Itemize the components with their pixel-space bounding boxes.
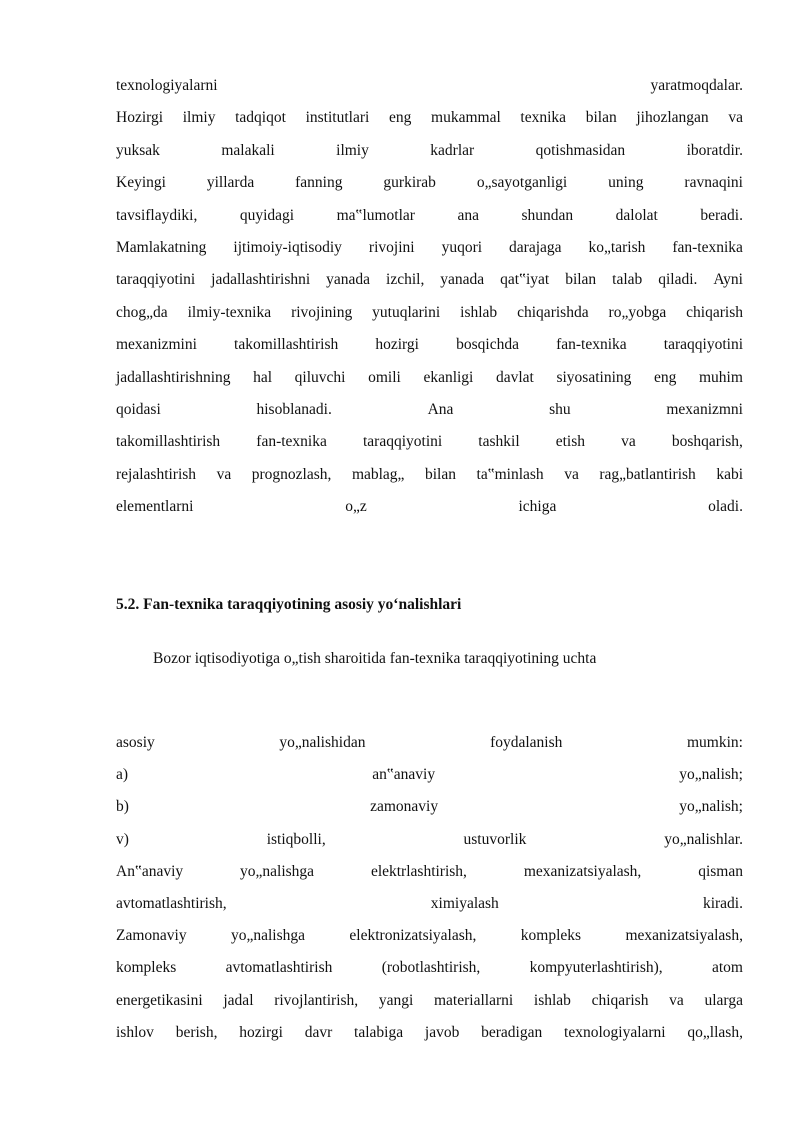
word: hisoblanadi. [256,401,332,418]
word: atom [711,959,743,977]
text-line [116,270,743,290]
word: texnika [520,109,567,127]
word: bilan [565,271,597,289]
word: asosiy [116,734,155,751]
text-line [116,465,743,485]
word: An‟anaviy [116,862,184,880]
word: taraqqiyotini [663,336,743,354]
word: va [564,465,579,483]
word: kadrlar [430,141,475,159]
word: ishlov [116,1023,154,1041]
word: qat‟iyat [500,271,550,289]
text-line [116,141,743,161]
word: qisman [698,862,743,880]
word: beradi. [700,206,743,224]
word: quyidagi [239,206,295,224]
word: energetikasini [116,991,203,1009]
word: ro„yobga [608,303,667,321]
word: Hozirgi [116,109,164,127]
text-line [116,894,743,914]
word: chog„da [116,303,168,321]
word: taraqqiyotini [362,433,443,451]
word: muhim [699,368,743,386]
word: zamonaviy [370,798,439,816]
word: yo„nalish; [679,798,743,816]
word: ilmiy [182,109,216,127]
word: ta‟minlash [476,465,544,483]
word: ichiga [518,498,557,516]
word: o„z [345,498,367,516]
word: kiradi. [702,895,743,912]
word: Ayni [713,271,743,289]
word: iboratdir. [686,141,743,159]
word: institutlari [305,109,370,127]
word: materiallarni [434,991,514,1009]
word: yo„nalishlar. [664,830,743,848]
word: mexanizatsiyalash, [523,862,642,880]
word: ko„tarish [588,239,646,256]
word: talab [612,271,643,289]
word: eng [654,368,677,386]
word: prognozlash, [251,465,332,483]
word: mexanizmini [116,336,197,354]
word: fanning [295,174,343,192]
word: takomillashtirish [116,433,221,451]
text-line [116,206,743,226]
word: elementlarni [116,498,194,516]
word: v) [116,830,129,848]
word: rivojining [291,303,353,321]
text-line [116,1023,743,1043]
word: ularga [704,991,743,1009]
word: malakali [221,141,275,159]
word: ishlab [460,303,498,321]
word: va [728,109,743,127]
word: fan-texnika [556,336,627,354]
word: yo„nalishga [240,862,315,880]
word: izchil, [386,271,425,289]
word: fan-texnika [256,433,327,451]
word: kompyuterlashtirish), [529,959,663,977]
word: mablag„ [351,465,405,483]
text-line [116,335,743,355]
word: jadallashtirishni [211,271,311,289]
word: kompleks [520,927,582,945]
word: istiqbolli, [266,830,326,848]
word: mumkin: [687,734,743,751]
word: elektrlashtirish, [370,862,467,880]
word: (robotlashtirish, [381,959,481,977]
word: gurkirab [383,174,436,192]
word: qotishmasidan [535,141,626,159]
word: qiluvchi [294,368,346,386]
word: takomillashtirish [234,336,339,354]
word: rag„batlantirish [599,465,696,483]
word: rivojlantirish, [274,991,359,1009]
word: taraqqiyotini [116,271,196,289]
word: ekanligi [423,368,474,386]
text-line [116,303,743,323]
word: tavsiflaydiki, [116,206,198,224]
word: jadallashtirishning [116,368,231,386]
word: va [669,991,684,1009]
word: ishlab [533,991,571,1009]
word: ximiyalash [430,895,499,912]
word: ravnaqini [684,174,743,192]
word: talabiga [354,1023,404,1041]
text-line [116,926,743,946]
word: oladi. [708,498,743,516]
word: yillarda [206,174,255,192]
word: ijtimoiy-iqtisodiy [233,239,342,256]
word: yo„nalishga [230,927,306,945]
word: chiqarishda [517,303,589,321]
word: hozirgi [239,1023,283,1041]
word: qoidasi [116,401,161,418]
word: rivojini [368,239,415,256]
text-line [116,368,743,388]
word: yanada [440,271,485,289]
word: yanada [326,271,371,289]
word: yo„nalish; [679,766,743,784]
word: chiqarish [686,303,743,321]
word: o„sayotganligi [476,174,568,192]
word: yuqori [441,239,483,256]
word: yo„nalishidan [279,734,366,751]
word: jadal [223,991,254,1009]
word: darajaga [509,239,562,256]
text-line [116,991,743,1011]
word: berish, [175,1023,218,1041]
word: Zamonaviy [116,927,187,945]
text-line [116,400,743,420]
word: yangi [378,991,414,1009]
word: b) [116,798,129,816]
word: tadqiqot [235,109,286,127]
word: hal [253,368,273,386]
text-line [116,830,743,850]
text-line [116,173,743,193]
text-line [116,765,743,785]
word: kompleks [116,959,177,977]
word: shu [549,401,571,418]
word: shundan [521,206,574,224]
word: an‟anaviy [372,766,436,784]
word: foydalanish [490,734,563,751]
word: eng [388,109,412,127]
word: mexanizatsiyalash, [625,927,743,945]
word: davr [304,1023,333,1041]
word: avtomatlashtirish, [116,895,227,912]
text-line [116,862,743,882]
word: yutuqlarini [372,303,441,321]
text-line [116,432,743,452]
word: davlat [495,368,534,386]
text-line [116,958,743,978]
word: texnologiyalarni [564,1023,666,1041]
word: Ana [427,401,454,418]
word: a) [116,766,129,784]
text-line [116,76,743,96]
word: uning [608,174,644,192]
text-line [116,497,743,517]
word: boshqarish, [671,433,743,451]
word: Keyingi [116,174,166,192]
word: hozirgi [375,336,419,354]
word: fan-texnika [672,239,743,256]
text-line [116,797,743,817]
text-line [116,733,743,753]
word: beradigan [481,1023,543,1041]
word: elektronizatsiyalash, [349,927,477,945]
word: bilan [424,465,456,483]
word: siyosatining [556,368,632,386]
word: tashkil [478,433,520,451]
word: mexanizmni [666,401,743,418]
word: kabi [716,465,743,483]
word: chiqarish [591,991,649,1009]
word: ilmiy-texnika [187,303,272,321]
text-line [116,238,743,258]
word: Mamlakatning [116,239,207,256]
word: ana [457,206,479,224]
word: javob [424,1023,460,1041]
word: rejalashtirish [116,465,197,483]
word: ilmiy [336,141,369,159]
word: dalolat [615,206,658,224]
text-line [116,108,743,128]
word: omili [368,368,401,386]
section-heading: 5.2. Fan-texnika taraqqiyotining asosiy yo‘nalishlari [116,596,462,613]
word: qo„llash, [687,1023,743,1041]
word: va [216,465,232,483]
word: bilan [585,109,617,127]
word: ma‟lumotlar [336,206,415,224]
word: mukammal [431,109,501,127]
word: jihozlangan [636,109,709,127]
word: bosqichda [456,336,519,354]
word: va [621,433,636,451]
word: avtomatlashtirish [225,959,333,977]
word: qiladi. [658,271,698,289]
word: texnologiyalarni [116,77,218,94]
word: yuksak [116,141,160,159]
intro-line: Bozor iqtisodiyotiga o„tish sharoitida fan-texnika taraqqiyotining uchta [153,650,597,667]
word: ustuvorlik [463,830,527,848]
word: etish [555,433,586,451]
word: yaratmoqdalar. [650,77,743,94]
